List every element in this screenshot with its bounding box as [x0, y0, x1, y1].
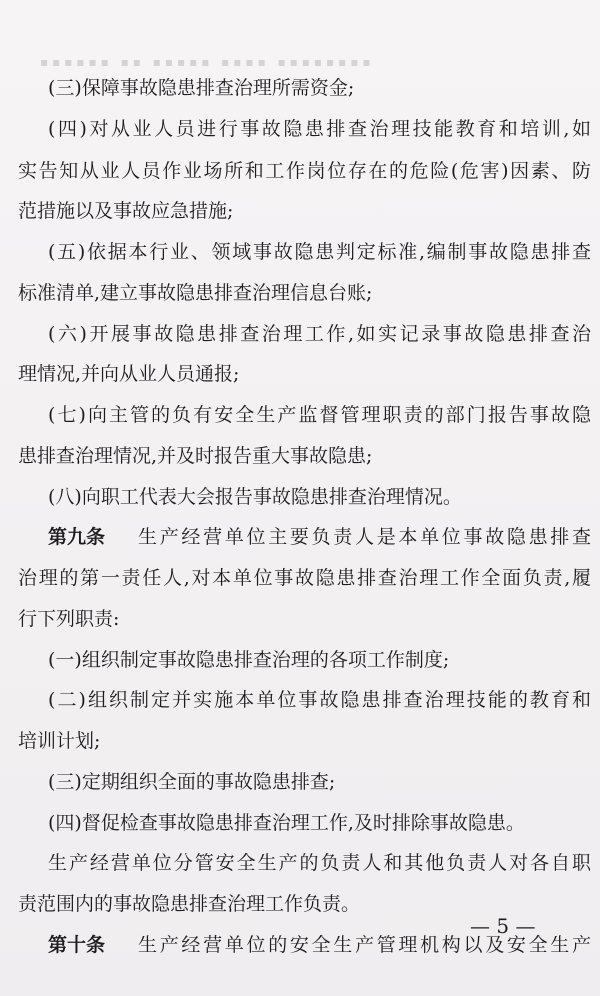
text-line: 生产经营单位分管安全生产的负责人和其他负责人对各自职	[48, 852, 591, 874]
bleed-through-text: ▪▪▪▪▪▪ ▪▪ ▪▪▪▪▪ ▪▪▪▪ ▪▪▪▪▪▪▪▪	[40, 55, 375, 69]
text-line: 行下列职责:	[18, 608, 120, 630]
text-line: 治理的第一责任人,对本单位事故隐患排查治理工作全面负责,履	[18, 567, 591, 589]
article-9-label: 第九条	[48, 526, 106, 548]
text-line: 实告知从业人员作业场所和工作岗位存在的危险(危害)因素、防	[18, 160, 591, 182]
text-line: (三)定期组织全面的事故隐患排查;	[48, 771, 336, 793]
text-line: (八)向职工代表大会报告事故隐患排查治理情况。	[48, 486, 462, 508]
text-line: (一)组织制定事故隐患排查治理的各项工作制度;	[48, 649, 450, 671]
text-line: (四)督促检查事故隐患排查治理工作,及时排除事故隐患。	[48, 812, 525, 834]
text-line: (六)开展事故隐患排查治理工作,如实记录事故隐患排查治	[48, 323, 591, 345]
text-line: 生产经营单位主要负责人是本单位事故隐患排查	[138, 526, 591, 548]
page-number: — 5 —	[470, 914, 536, 938]
text-line: 患排查治理情况,并及时报告重大事故隐患;	[18, 445, 373, 467]
text-line: (三)保障事故隐患排查治理所需资金;	[48, 77, 355, 99]
text-line: 生产经营单位的安全生产管理机构以及安全生产	[138, 934, 591, 956]
article-10-label: 第十条	[48, 934, 106, 956]
text-line: 培训计划;	[18, 730, 101, 752]
text-line: (四)对从业人员进行事故隐患排查治理技能教育和培训,如	[48, 118, 591, 140]
text-line: 责范围内的事故隐患排查治理工作负责。	[18, 893, 361, 915]
text-line: 理情况,并向从业人员通报;	[18, 363, 240, 385]
text-line: 范措施以及事故应急措施;	[18, 200, 234, 222]
text-line: (五)依据本行业、领域事故隐患判定标准,编制事故隐患排查	[48, 241, 591, 263]
text-line: (二)组织制定并实施本单位事故隐患排查治理技能的教育和	[48, 689, 591, 711]
text-line: (七)向主管的负有安全生产监督管理职责的部门报告事故隐	[48, 404, 591, 426]
text-line: 标准清单,建立事故隐患排查治理信息台账;	[18, 282, 373, 304]
